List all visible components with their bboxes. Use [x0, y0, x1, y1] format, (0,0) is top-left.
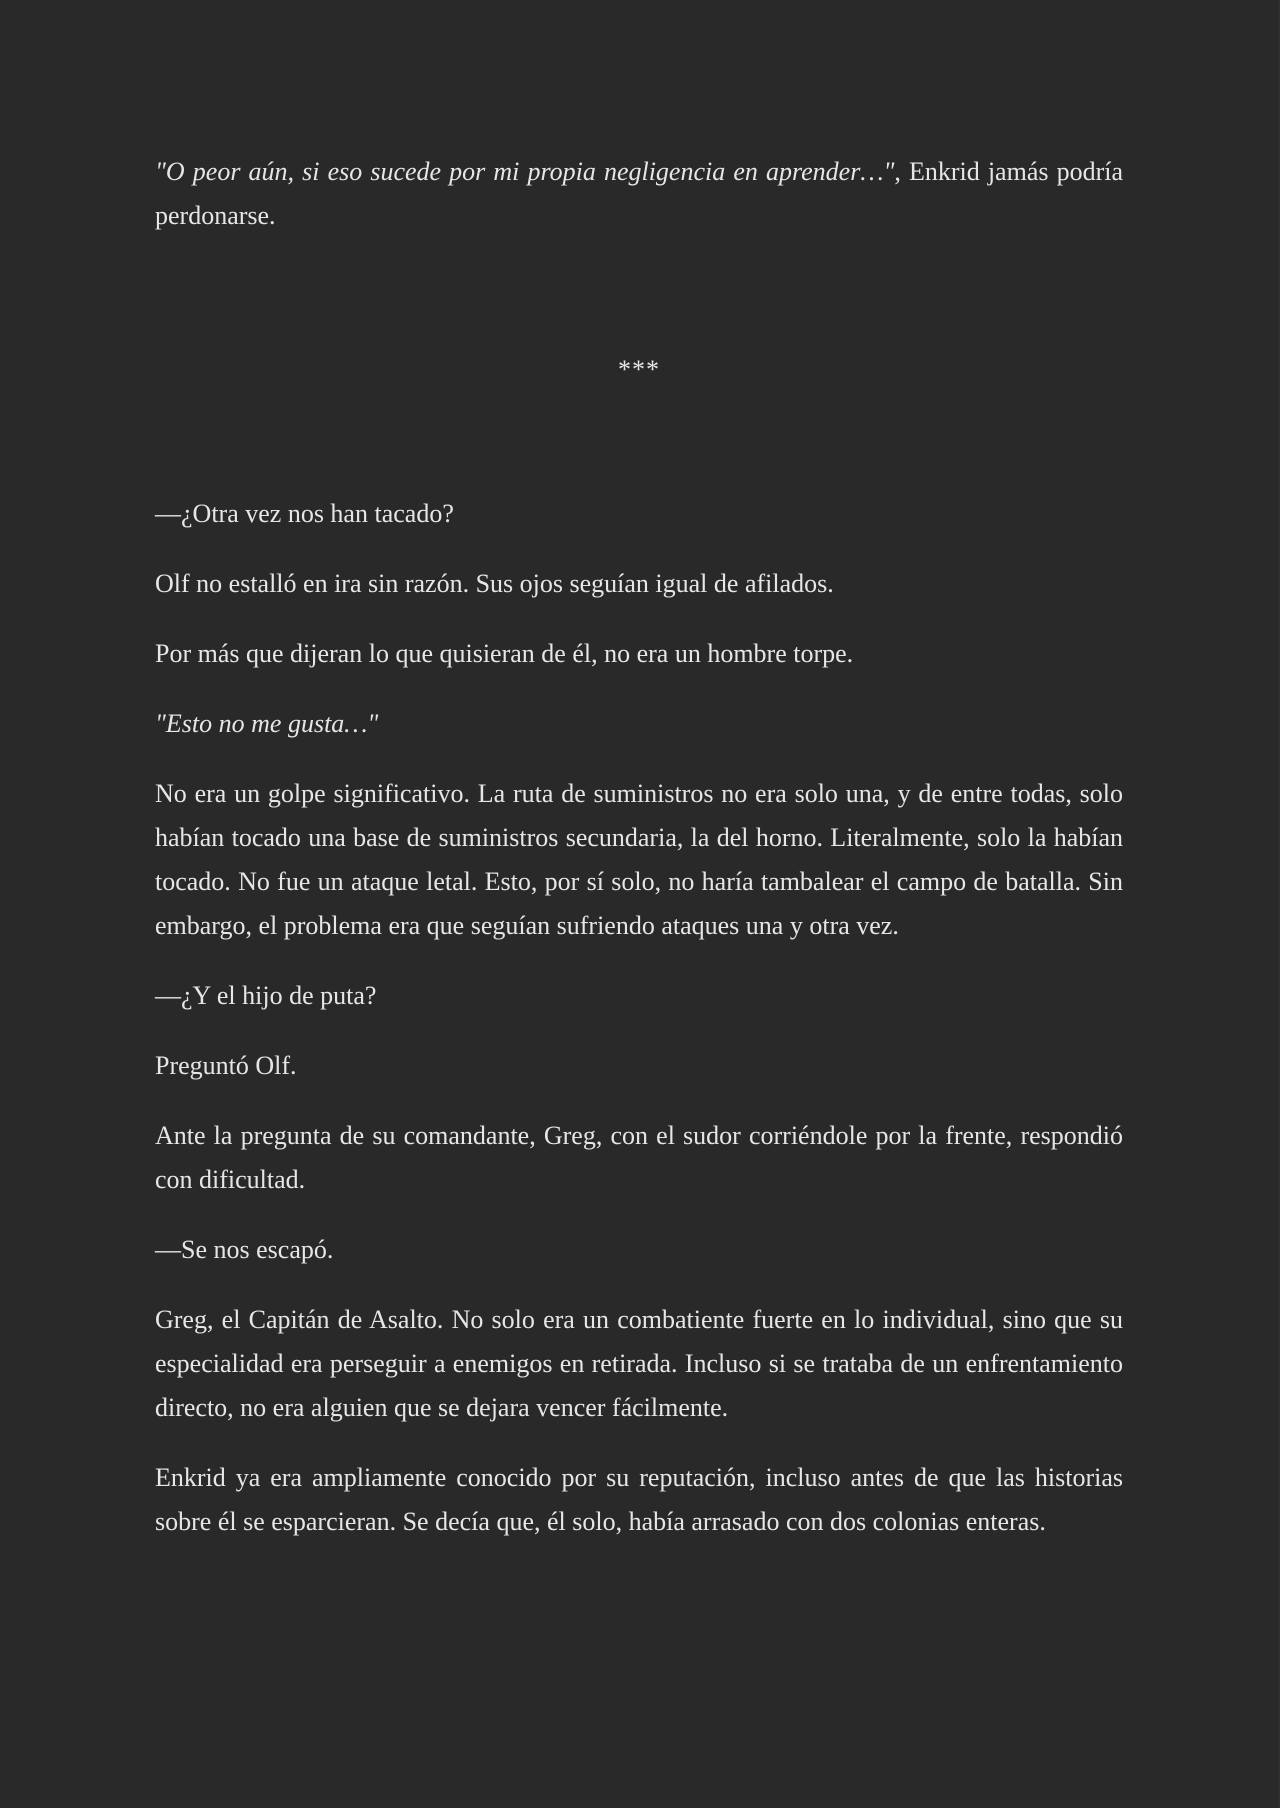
italic-thought: "Esto no me gusta…" — [155, 709, 379, 738]
dialogue-line: —Se nos escapó. — [155, 1235, 334, 1264]
paragraph: No era un golpe significativo. La ruta de suministros no era solo una, y de entre todas, solo habían tocado una base de suministros secundaria, la del horno. Literalmente, solo la habían tocado. No fue un ataque letal. Esto, por sí solo, no haría tambalear el campo de batalla. Sin embargo, el problema era que seguían sufriendo ataques una y otra vez. — [155, 779, 1123, 940]
scene-separator: *** — [618, 355, 660, 384]
paragraph: Ante la pregunta de su comandante, Greg, con el sudor corriéndole por la frente, respondió con dificultad. — [155, 1121, 1123, 1194]
narration-text: , Enkrid jamás podría perdonarse. — [155, 157, 1123, 230]
paragraph: Por más que dijeran lo que quisieran de él, no era un hombre torpe. — [155, 639, 854, 668]
paragraph: Olf no estalló en ira sin razón. Sus ojos seguían igual de afilados. — [155, 569, 834, 598]
paragraph: Preguntó Olf. — [155, 1051, 297, 1080]
dialogue-line: —¿Otra vez nos han tacado? — [155, 499, 454, 528]
italic-thought: "O peor aún, si eso sucede por mi propia negligencia en aprender…" — [155, 157, 895, 186]
paragraph: Greg, el Capitán de Asalto. No solo era un combatiente fuerte en lo individual, sino que su especialidad era perseguir a enemigos en retirada. Incluso si se trataba de un enfrentamiento directo, no era alguien que se dejara vencer fácilmente. — [155, 1305, 1123, 1422]
reader-page — [155, 150, 1123, 1570]
dialogue-line: —¿Y el hijo de puta? — [155, 981, 377, 1010]
paragraph-enkrid-thought — [155, 150, 1123, 238]
paragraph: Enkrid ya era ampliamente conocido por su reputación, incluso antes de que las historias sobre él se esparcieran. Se decía que, él solo, había arrasado con dos colonias enteras. — [155, 1463, 1123, 1536]
